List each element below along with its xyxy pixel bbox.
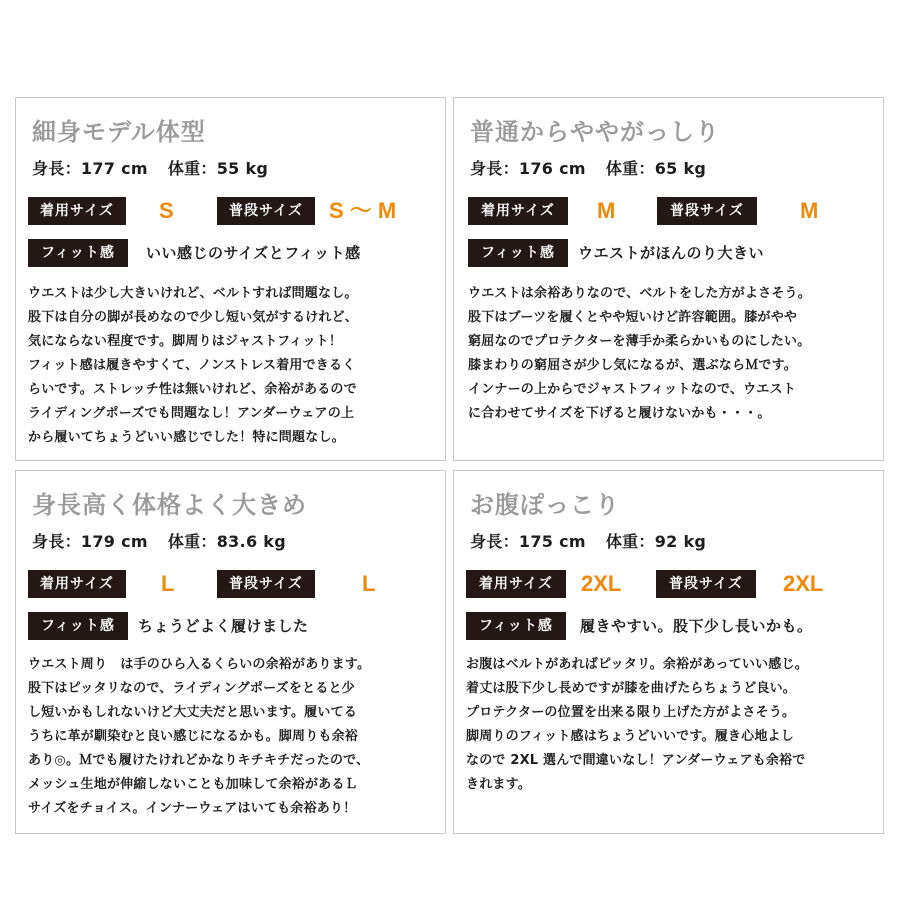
- review-line: ウエストは余裕ありなので、ベルトをした方がよさそう。: [468, 286, 811, 301]
- weight-text: 体重：55 kg: [167, 159, 269, 178]
- wear-size-tag: 着用サイズ: [466, 570, 566, 598]
- review-line: ウエスト周り は手のひら入るくらいの余裕があります。: [28, 657, 371, 672]
- review-line: お腹はベルトがあればピッタリ。余裕があっていい感じ。: [466, 657, 808, 672]
- card-title: 普通からややがっしり: [470, 118, 720, 146]
- review-text: [468, 282, 880, 426]
- fit-text: いい感じのサイズとフィット感: [146, 244, 361, 262]
- card-title: お腹ぽっこり: [470, 491, 620, 519]
- fit-card-belly: [453, 470, 884, 834]
- review-line: うちに革が馴染むと良い感じになるかも。脚周りも余裕: [28, 729, 359, 744]
- usual-size-value: 2XL: [783, 571, 824, 596]
- card-title: 細身モデル体型: [32, 118, 206, 146]
- fit-tag: フィット感: [28, 612, 128, 640]
- usual-size-value: M: [800, 198, 819, 223]
- usual-size-tag: 普段サイズ: [217, 197, 315, 225]
- review-line: メッシュ生地が伸縮しないことも加味して余裕があるＬ: [28, 777, 358, 792]
- review-text: [466, 653, 878, 797]
- usual-size-tag: 普段サイズ: [656, 570, 756, 598]
- fit-tag: フィット感: [28, 239, 128, 267]
- card-title: 身長高く体格よく大きめ: [32, 491, 307, 519]
- body-metrics: [32, 156, 268, 179]
- wear-size-value: S: [159, 198, 174, 223]
- review-line: サイズをチョイス。インナーウェアはいても余裕あり！: [28, 801, 357, 816]
- weight-text: 体重：83.6 kg: [167, 532, 286, 551]
- height-text: 身長：179 cm: [32, 532, 148, 551]
- wear-size-value: L: [161, 571, 175, 596]
- review-line: 股下はブーツを履くとやや短いけど許容範囲。膝がやや: [468, 310, 798, 325]
- height-text: 身長：177 cm: [32, 159, 148, 178]
- review-line: 脚周りのフィット感はちょうどいいです。履き心地よし: [466, 729, 794, 744]
- review-line: あり◎。Ｍでも履けたけれどかなりキチキチだったので、: [28, 753, 370, 768]
- usual-size-tag: 普段サイズ: [217, 570, 315, 598]
- height-text: 身長：175 cm: [470, 532, 586, 551]
- review-line: ライディングポーズでも問題なし！アンダーウェアの上: [28, 406, 355, 421]
- usual-size-tag: 普段サイズ: [657, 197, 757, 225]
- fit-text: ウエストがほんのり大きい: [578, 244, 765, 262]
- review-line: きれます。: [466, 777, 531, 792]
- weight-text: 体重：65 kg: [605, 159, 707, 178]
- review-line: なので 2XL 選んで間違いなし！アンダーウェアも余裕で: [466, 753, 806, 768]
- review-line: フィット感は履きやすくて、ノンストレス着用できるく: [28, 358, 356, 373]
- fit-tag: フィット感: [468, 239, 568, 267]
- weight-text: 体重：92 kg: [605, 532, 707, 551]
- review-line: 気にならない程度です。脚周りはジャストフィット！: [28, 334, 343, 349]
- usual-size-value: S 〜 M: [329, 198, 397, 223]
- review-line: 膝まわりの窮屈さが少し気になるが、選ぶならＭです。: [468, 358, 797, 373]
- fit-card-slim: [15, 97, 446, 461]
- review-line: に合わせてサイズを下げると履けないかも・・・。: [468, 406, 771, 421]
- wear-size-tag: 着用サイズ: [28, 197, 126, 225]
- review-line: らいです。ストレッチ性は無いけれど、余裕があるので: [28, 382, 357, 397]
- body-metrics: [470, 156, 706, 179]
- review-line: 股下はピッタリなので、ライディングポーズをとると少: [28, 681, 355, 696]
- review-line: から履いてちょうどいい感じでした！特に問題なし。: [28, 430, 345, 445]
- wear-size-value: M: [597, 198, 616, 223]
- usual-size-value: L: [362, 571, 376, 596]
- fit-tag: フィット感: [466, 612, 566, 640]
- fit-text: ちょうどよく履けました: [138, 617, 309, 635]
- review-line: 着丈は股下少し長めですが膝を曲げたらちょうど良い。: [466, 681, 797, 696]
- wear-size-tag: 着用サイズ: [28, 570, 126, 598]
- body-metrics: [32, 529, 286, 552]
- wear-size-value: 2XL: [581, 571, 622, 596]
- fit-card-average: [453, 97, 884, 461]
- fit-card-large: [15, 470, 446, 834]
- review-line: プロテクターの位置を出来る限り上げた方がよさそう。: [466, 705, 796, 720]
- review-line: インナーの上からでジャストフィットなので、ウエスト: [468, 382, 796, 397]
- review-line: 窮屈なのでプロテクターを薄手か柔らかいものにしたい。: [468, 334, 811, 349]
- review-text: [28, 282, 440, 450]
- body-metrics: [470, 529, 706, 552]
- fit-text: 履きやすい。股下少し長いかも。: [580, 617, 813, 635]
- review-text: [28, 653, 440, 821]
- review-line: ウエストは少し大きいけれど、ベルトすれば問題なし。: [28, 286, 358, 301]
- review-line: し短いかもしれないけど大丈夫だと思います。履いてる: [28, 705, 357, 720]
- review-line: 股下は自分の脚が長めなので少し短い気がするけれど、: [28, 310, 359, 325]
- wear-size-tag: 着用サイズ: [468, 197, 568, 225]
- height-text: 身長：176 cm: [470, 159, 586, 178]
